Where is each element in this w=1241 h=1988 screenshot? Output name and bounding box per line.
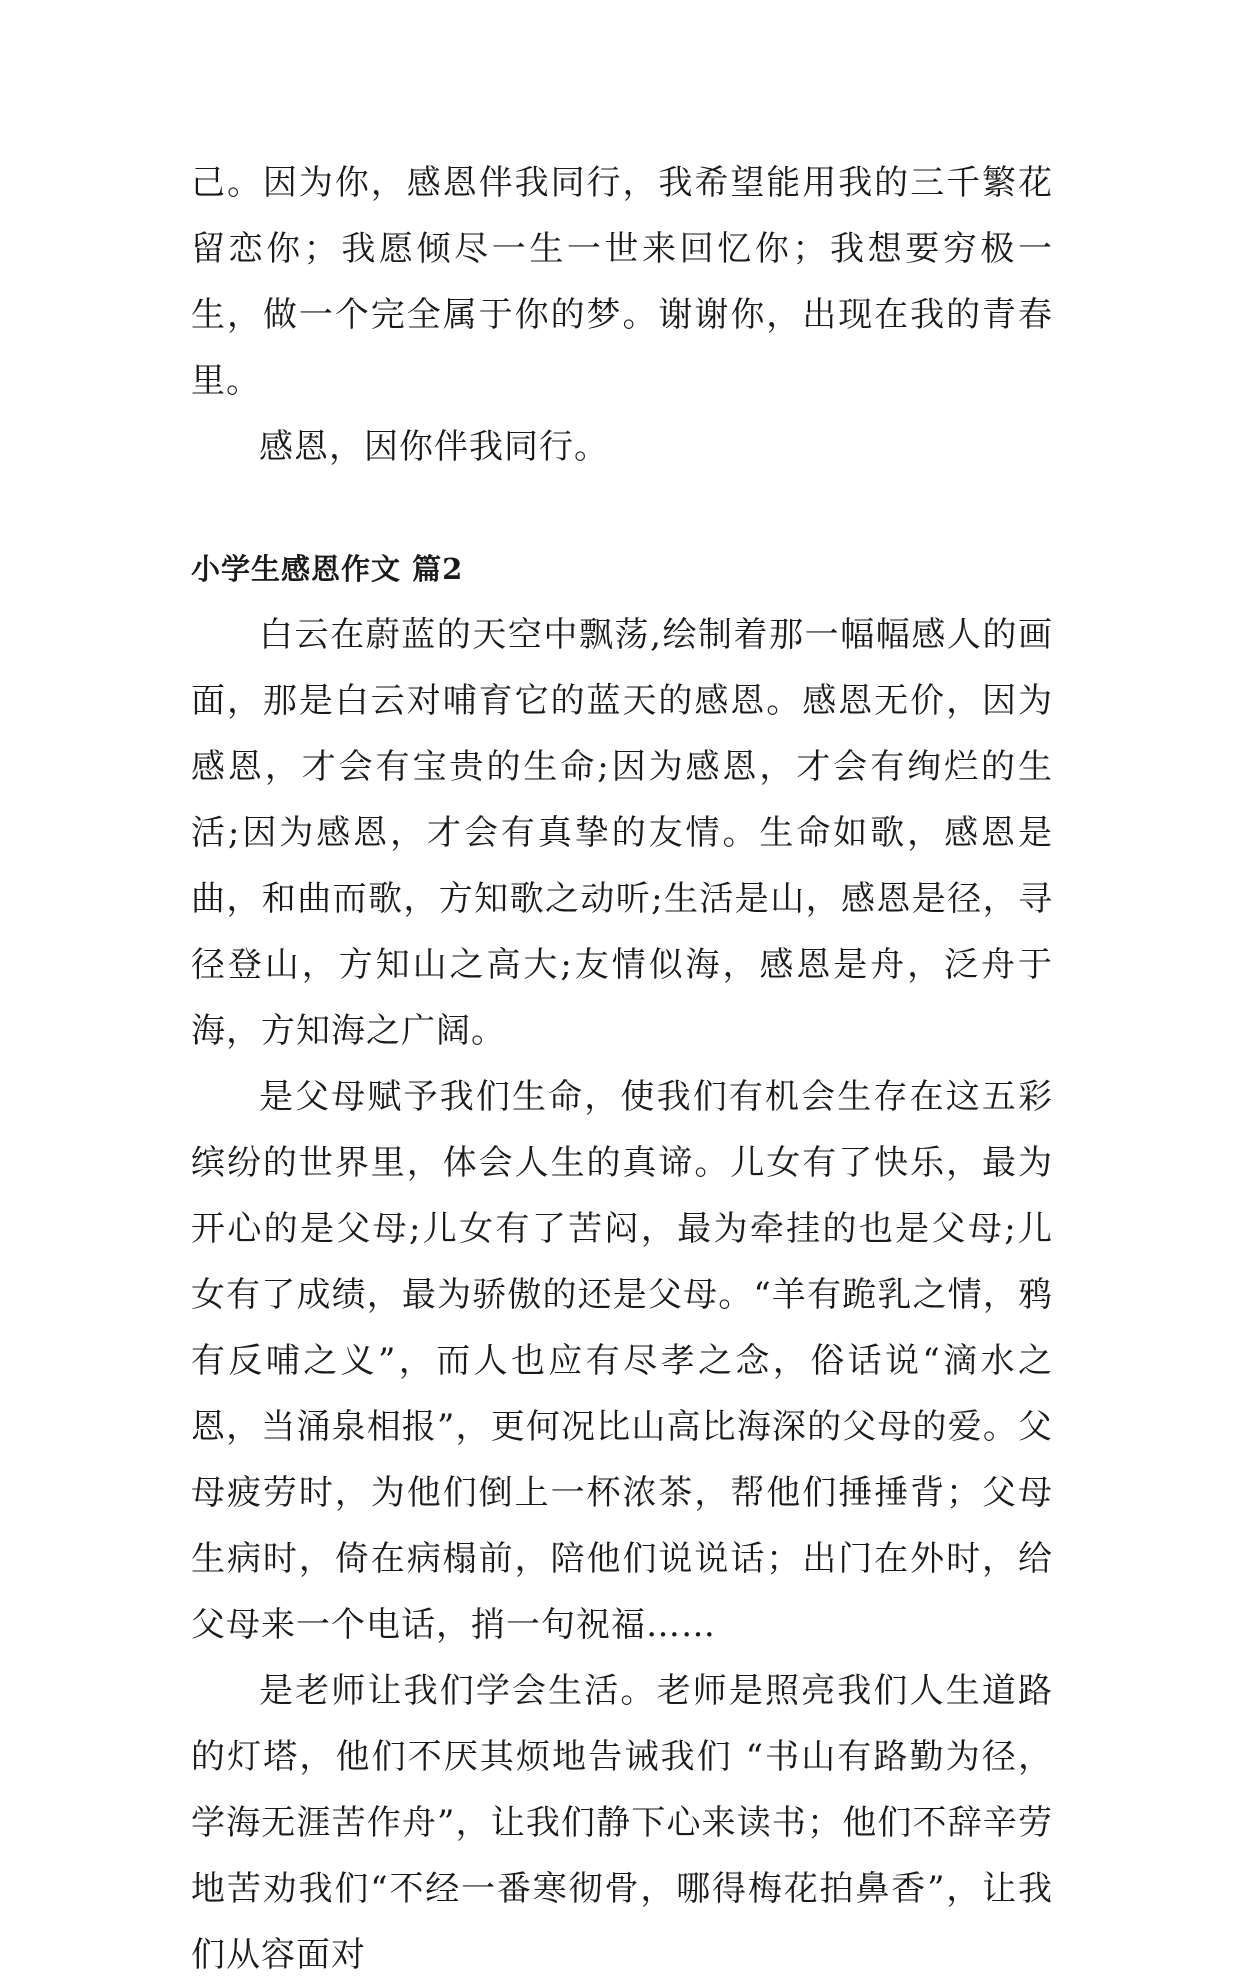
paragraph-clouds: 白云在蔚蓝的天空中飘荡,绘制着那一幅幅感人的画面，那是白云对哺育它的蓝天的感恩。感恩无价，因为感恩，才会有宝贵的生命;因为感恩，才会有绚烂的生活;因为感恩，才会有真挚的友情。生命如歌，感恩是曲，和曲而歌，方知歌之动听;生活是山，感恩是径，寻径登山，方知山之高大;友情似海，感恩是舟，泛舟于海，方知海之广阔。	[191, 615, 1053, 1051]
paragraph-teachers: 是老师让我们学会生活。老师是照亮我们人生道路的灯塔，他们不厌其烦地告诫我们 “书山有路勤为径，学海无涯苦作舟”，让我们静下心来读书；他们不辞辛劳地苦劝我们“不经一番寒彻骨，哪得梅花拍鼻香”，让我们从容面对	[191, 1671, 1053, 1975]
document-page	[191, 150, 1053, 1988]
paragraph-parents: 是父母赋予我们生命，使我们有机会生存在这五彩缤纷的世界里，体会人生的真谛。儿女有了快乐，最为开心的是父母;儿女有了苦闷，最为牵挂的也是父母;儿女有了成绩，最为骄傲的还是父母。“羊有跪乳之情，鸦有反哺之义”，而人也应有尽孝之念，俗话说“滴水之恩，当涌泉相报”，更何况比山高比海深的父母的爱。父母疲劳时，为他们倒上一杯浓茶，帮他们捶捶背；父母生病时，倚在病榻前，陪他们说说话；出门在外时，给父母来一个电话，捎一句祝福……	[191, 1077, 1053, 1645]
section-heading: 小学生感恩作文 篇2	[191, 552, 464, 586]
paragraph-closing: 感恩，因你伴我同行。	[259, 427, 609, 467]
paragraph-continued: 己。因为你，感恩伴我同行，我希望能用我的三千繁花留恋你；我愿倾尽一生一世来回忆你；我想要穷极一生，做一个完全属于你的梦。谢谢你，出现在我的青春里。	[191, 163, 1053, 401]
